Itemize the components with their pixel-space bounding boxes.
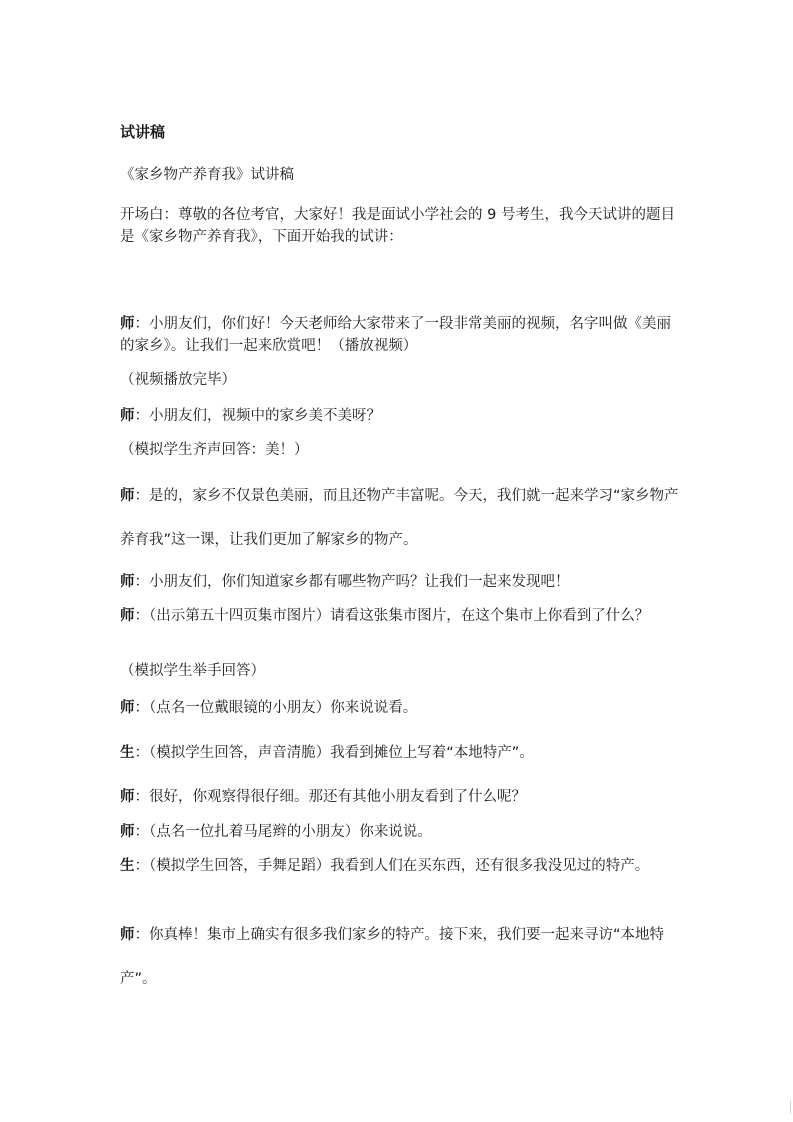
speaker-label: 师 — [120, 927, 135, 943]
speaker-label: 师 — [120, 408, 135, 424]
line-text: ：（点名一位扎着马尾辫的小朋友）你来说说。 — [134, 824, 432, 840]
document-title: 试讲稿 — [120, 123, 166, 141]
speaker-label: 生 — [120, 745, 135, 761]
line-text: ：很好，你观察得很仔细。那还有其他小朋友看到了什么呢？ — [134, 789, 526, 805]
line-text: ：（模拟学生回答，手舞足蹈）我看到人们在买东西，还有很多我没见过的特产。 — [134, 858, 650, 874]
subtitle: 《家乡物产养育我》试讲稿 — [120, 167, 294, 183]
dialogue-line — [120, 821, 680, 843]
line-text: ：小朋友们，视频中的家乡美不美呀？ — [134, 408, 381, 424]
line-text: （视频播放完毕） — [120, 372, 236, 388]
dialogue-line — [120, 369, 680, 391]
dialogue-line — [120, 571, 680, 593]
line-text: ：（出示第五十四页集市图片）请看这张集市图片，在这个集市上你看到了什么？ — [134, 608, 650, 624]
intro-paragraph: 开场白：尊敬的各位考官，大家好！我是面试小学社会的 9 号考生，我今天试讲的题目是《家乡物产养育我》，下面开始我的试讲： — [120, 207, 675, 245]
dialogue-line — [120, 605, 680, 627]
speaker-label: 生 — [120, 858, 135, 874]
dialogue-line — [120, 913, 680, 1001]
dialogue-line — [120, 697, 680, 719]
speaker-label: 师 — [120, 316, 135, 332]
dialogue-line — [120, 742, 680, 764]
speaker-label: 师 — [120, 488, 135, 504]
line-text: （模拟学生齐声回答：美！） — [120, 442, 309, 458]
dialogue-line — [120, 786, 680, 808]
line-text: ：你真棒！集市上确实有很多我们家乡的特产。接下来，我们要一起来寻访“本地特产”。 — [120, 927, 665, 987]
dialogue-line — [120, 855, 680, 877]
speaker-label: 师 — [120, 608, 135, 624]
speaker-label: 师 — [120, 700, 135, 716]
line-text: ：（点名一位戴眼镜的小朋友）你来说说看。 — [134, 700, 418, 716]
speaker-label: 师 — [120, 789, 135, 805]
dialogue-line — [120, 405, 680, 427]
dialogue-line — [120, 474, 680, 562]
speaker-label: 师 — [120, 824, 135, 840]
line-text: ：（模拟学生回答，声音清脆）我看到摊位上写着“本地特产”。 — [134, 745, 534, 761]
page-edge-mark — [790, 1100, 791, 1114]
dialogue-line — [120, 660, 680, 682]
line-text: ：小朋友们，你们好！今天老师给大家带来了一段非常美丽的视频，名字叫做《美丽的家乡》。让我们一起来欣赏吧！（播放视频） — [120, 316, 671, 354]
line-text: ：小朋友们，你们知道家乡都有哪些物产吗？让我们一起来发现吧！ — [134, 574, 570, 590]
line-text: ：是的，家乡不仅景色美丽，而且还物产丰富呢。今天，我们就一起来学习“家乡物产养育我”这一课，让我们更加了解家乡的物产。 — [120, 488, 679, 548]
dialogue-line — [120, 313, 680, 357]
line-text: （模拟学生举手回答） — [120, 663, 265, 679]
speaker-label: 师 — [120, 574, 135, 590]
dialogue-line — [120, 439, 680, 461]
